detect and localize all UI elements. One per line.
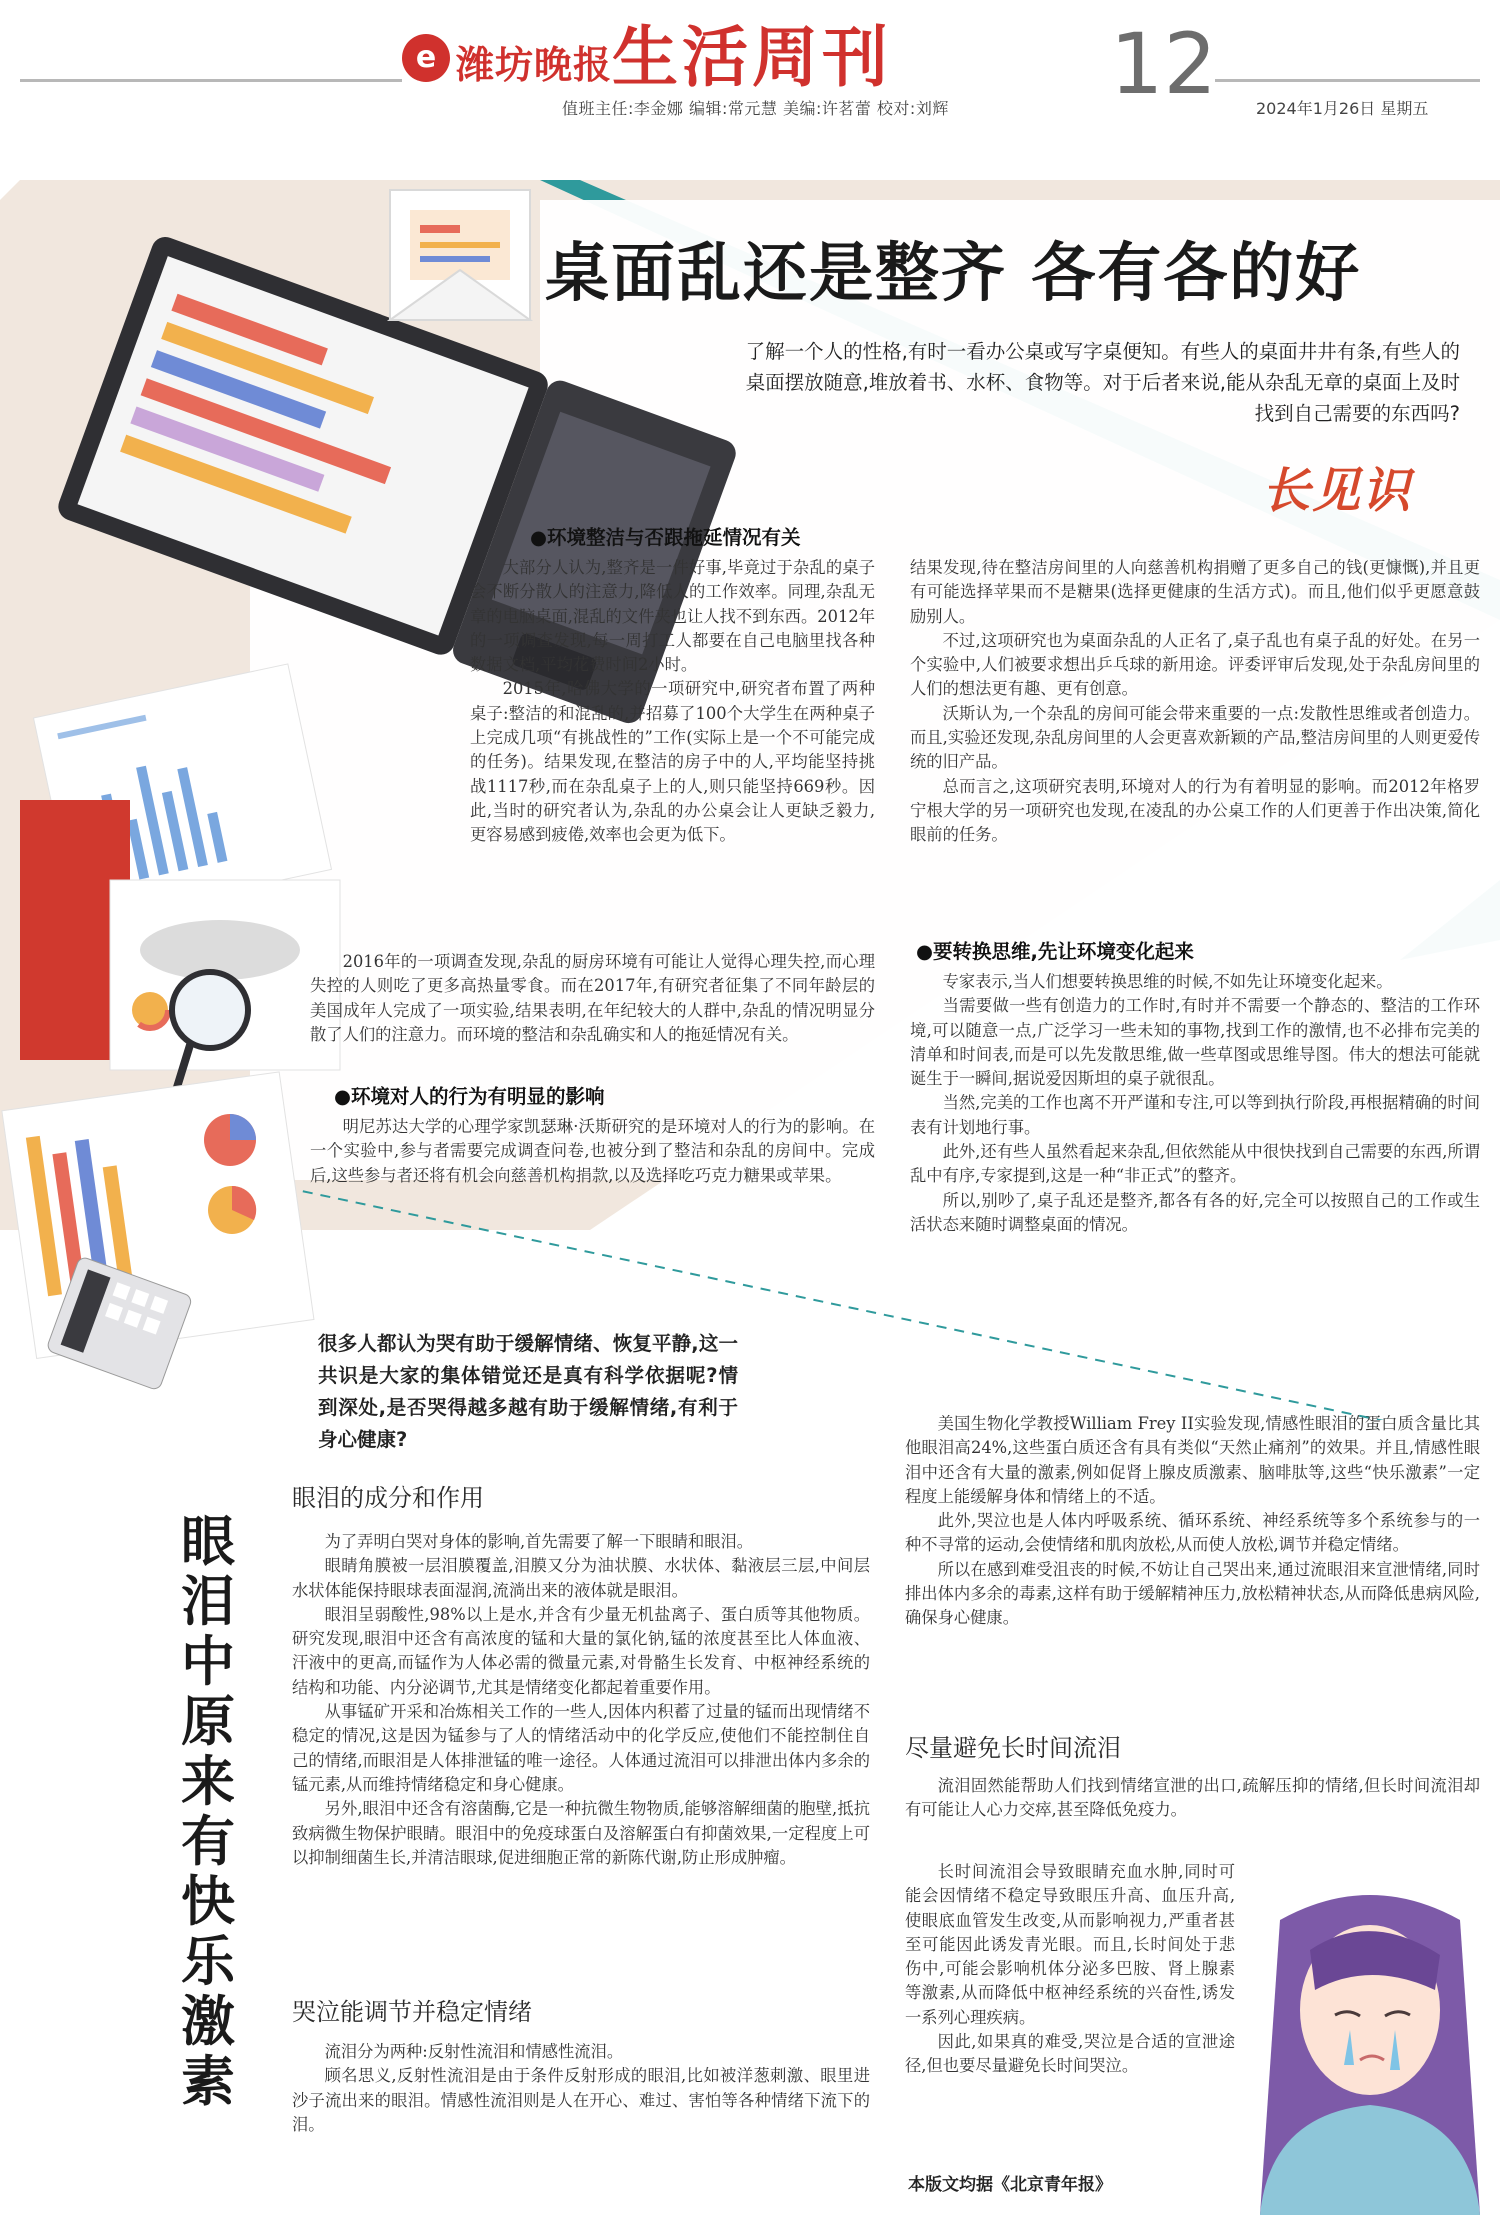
paragraph: 当需要做一些有创造力的工作时,有时并不需要一个静态的、整洁的工作环境,可以随意一点,广泛学习一些未知的事物,找到工作的激情,也不必排布完美的清单和时间表,而是可以先发散思维,做一些草图或思维导图。伟大的想法可能就诞生于一瞬间,据说爱因斯坦的桌子就很乱。 <box>910 996 1480 1089</box>
section-title: 生活周刊 <box>612 18 892 96</box>
paragraph: 所以,别吵了,桌子乱还是整齐,都各有各的好,完全可以按照自己的工作或生活状态来随时调整桌面的情况。 <box>910 1190 1480 1234</box>
paragraph: 流泪分为两种:反射性流泪和情感性流泪。 <box>324 2042 624 2061</box>
article1-intro: 了解一个人的性格,有时一看办公桌或写字桌便知。有些人的桌面井井有条,有些人的桌面摆放随意,堆放着书、水杯、食物等。对于后者来说,能从杂乱无章的桌面上及时找到自己需要的东西吗? <box>745 340 1460 425</box>
paragraph: 流泪固然能帮助人们找到情绪宣泄的出口,疏解压抑的情绪,但长时间流泪却有可能让人心力交瘁,甚至降低免疫力。 <box>905 1776 1480 1820</box>
paragraph: 顾名思义,反射性流泪是由于条件反射形成的眼泪,比如被洋葱刺激、眼里进沙子流出来的眼泪。情感性流泪则是人在开心、难过、害怕等各种情绪下流下的泪。 <box>292 2066 870 2134</box>
article1-column1-top <box>470 556 875 848</box>
paragraph: 为了弄明白哭对身体的影响,首先需要了解一下眼睛和眼泪。 <box>324 1532 754 1551</box>
article2-column2-bottom <box>905 1774 1480 1823</box>
masthead-rule-right <box>1215 79 1480 82</box>
paragraph: 专家表示,当人们想要转换思维的时候,不如先让环境变化起来。 <box>942 972 1393 991</box>
paragraph: 眼睛角膜被一层泪膜覆盖,泪膜又分为油状膜、水状体、黏液层三层,中间层水状体能保持眼球表面湿润,流淌出来的液体就是眼泪。 <box>292 1556 870 1600</box>
article1-subhead-2: ●环境对人的行为有明显的影响 <box>334 1085 605 1108</box>
paragraph: 因此,如果真的难受,哭泣是合适的宣泄途径,但也要尽量避免长时间哭泣。 <box>905 2032 1235 2076</box>
article2-column1 <box>292 1530 870 1870</box>
column-brand-logo: 长见识 <box>1262 463 1413 519</box>
paragraph: 长时间流泪会导致眼睛充血水肿,同时可能会因情绪不稳定导致眼压升高、血压升高,使眼底血管发生改变,从而影响视力,严重者甚至可能因此诱发青光眼。而且,长时间处于悲伤中,可能会影响机体分泌多巴胺、肾上腺素等激素,从而降低中枢神经系统的兴奋性,诱发一系列心理疾病。 <box>905 1862 1235 2027</box>
paragraph: 从事锰矿开采和冶炼相关工作的一些人,因体内积蓄了过量的锰而出现情绪不稳定的情况,这是因为锰参与了人的情绪活动中的化学反应,使他们不能控制住自己的情绪,而眼泪是人体排泄锰的唯一途径。人体通过流泪可以排泄出体内多余的锰元素,从而维持情绪稳定和身心健康。 <box>292 1702 870 1794</box>
article1-column1-middle <box>310 950 875 1047</box>
newspaper-logo-icon: e <box>402 34 450 82</box>
paragraph: 当然,完美的工作也离不开严谨和专注,可以等到执行阶段,再根据精确的时间表有计划地行事。 <box>910 1093 1480 1137</box>
article2-column1-bottom <box>292 2040 870 2137</box>
article2-column2-narrow <box>905 1860 1235 2079</box>
newspaper-name: 潍坊晚报 <box>456 43 613 87</box>
source-credit: 本版文均据《北京青年报》 <box>908 2175 1112 2195</box>
article2-headline: 眼泪中原来有快乐激素 <box>181 1510 235 2113</box>
article1-subhead-3: ●要转换思维,先让环境变化起来 <box>916 940 1194 963</box>
paragraph: 此外,哭泣也是人体内呼吸系统、循环系统、神经系统等多个系统参与的一种不寻常的运动,会使情绪和肌肉放松,从而使人放松,调节并稳定情绪。 <box>905 1511 1480 1555</box>
envelope-icon <box>390 190 530 320</box>
article2-section-title-3: 尽量避免长时间流泪 <box>905 1734 1121 1762</box>
article1-column2-top <box>910 556 1480 848</box>
issue-date: 2024年1月26日 星期五 <box>1256 99 1429 118</box>
crying-girl-illustration <box>1240 1880 1500 2215</box>
paragraph: 大部分人认为,整齐是一件好事,毕竟过于杂乱的桌子会不断分散人的注意力,降低人的工作效率。同理,杂乱无章的电脑桌面,混乱的文件夹也让人找不到东西。2012年的一项调查发现,每一周打工人都要在自己电脑里找各种数据文档,平均花费时间2小时。 <box>470 558 875 675</box>
article2-column2 <box>905 1412 1480 1631</box>
article2-section-title-2: 哭泣能调节并稳定情绪 <box>292 1998 532 2026</box>
paragraph: 总而言之,这项研究表明,环境对人的行为有着明显的影响。而2012年格罗宁根大学的另一项研究也发现,在凌乱的办公桌工作的人们更善于作出决策,简化眼前的任务。 <box>910 776 1480 845</box>
article1-column1-bottom <box>310 1115 875 1188</box>
article1-subhead-1: ●环境整洁与否跟拖延情况有关 <box>530 526 801 549</box>
paragraph: 所以在感到难受沮丧的时候,不妨让自己哭出来,通过流眼泪来宣泄情绪,同时排出体内多余的毒素,这样有助于缓解精神压力,放松精神状态,从而降低患病风险,确保身心健康。 <box>905 1559 1480 1628</box>
paragraph: 另外,眼泪中还含有溶菌酶,它是一种抗微生物物质,能够溶解细菌的胞壁,抵抗致病微生物保护眼睛。眼泪中的免疫球蛋白及溶解蛋白有抑菌效果,一定程度上可以抑制细菌生长,并清洁眼球,促进细胞正常的新陈代谢,防止形成肿瘤。 <box>292 1799 870 1867</box>
paragraph: 美国生物化学教授William Frey II实验发现,情感性眼泪的蛋白质含量比其他眼泪高24%,这些蛋白质还含有具有类似“天然止痛剂”的效果。并且,情感性眼泪中还含有大量的激素,例如促肾上腺皮质激素、脑啡肽等,这些“快乐激素”一定程度上能缓解身体和情绪上的不适。 <box>905 1414 1480 1506</box>
paragraph: 2015年,哈佛大学的一项研究中,研究者布置了两种桌子:整洁的和混乱的,并招募了100个大学生在两种桌子上完成几项“有挑战性的”工作(实际上是一个不可能完成的任务)。结果发现,在整洁的房子中的人,平均能坚持挑战1117秒,而在杂乱桌子上的人,则只能坚持669秒。因此,当时的研究者认为,杂乱的办公桌会让人更缺乏毅力,更容易感到疲倦,效率也会更为低下。 <box>470 679 875 845</box>
masthead-rule-left <box>20 79 402 82</box>
article1-column2-bottom <box>910 970 1480 1237</box>
staff-credits: 值班主任:李金娜 编辑:常元慧 美编:许茗蕾 校对:刘辉 <box>562 99 949 118</box>
article2-section-title-1: 眼泪的成分和作用 <box>292 1484 484 1512</box>
paragraph: 结果发现,待在整洁房间里的人向慈善机构捐赠了更多自己的钱(更慷慨),并且更有可能选择苹果而不是糖果(选择更健康的生活方式)。而且,他们似乎更愿意鼓励别人。 <box>910 558 1480 626</box>
paragraph: 此外,还有些人虽然看起来杂乱,但依然能从中很快找到自己需要的东西,所谓乱中有序,专家提到,这是一种“非正式”的整齐。 <box>910 1142 1480 1186</box>
article2-intro: 很多人都认为哭有助于缓解情绪、恢复平静,这一共识是大家的集体错觉还是真有科学依据呢?情到深处,是否哭得越多越有助于缓解情绪,有利于身心健康? <box>318 1332 738 1451</box>
article1-headline: 桌面乱还是整齐 各有各的好 <box>545 237 1362 311</box>
paragraph: 眼泪呈弱酸性,98%以上是水,并含有少量无机盐离子、蛋白质等其他物质。研究发现,眼泪中还含有高浓度的锰和大量的氯化钠,锰的浓度甚至比人体血液、汗液中的更高,而锰作为人体必需的微量元素,对骨骼生长发育、中枢神经系统的结构和功能、内分泌调节,尤其是情绪变化都起着重要作用。 <box>292 1604 870 1697</box>
paragraph: 不过,这项研究也为桌面杂乱的人正名了,桌子乱也有桌子乱的好处。在另一个实验中,人们被要求想出乒乓球的新用途。评委评审后发现,处于杂乱房间里的人们的想法更有趣、更有创意。 <box>910 630 1480 699</box>
paragraph: 2016年的一项调查发现,杂乱的厨房环境有可能让人觉得心理失控,而心理失控的人则吃了更多高热量零食。而在2017年,有研究者征集了不同年龄层的美国成年人完成了一项实验,结果表明,在年纪较大的人群中,杂乱的情况明显分散了人们的注意力。而环境的整洁和杂乱确实和人的拖延情况有关。 <box>310 952 875 1044</box>
page-number: 12 <box>1110 15 1217 113</box>
paragraph: 明尼苏达大学的心理学家凯瑟琳·沃斯研究的是环境对人的行为的影响。在一个实验中,参与者需要完成调查问卷,也被分到了整洁和杂乱的房间中。完成后,这些参与者还将有机会向慈善机构捐款,以及选择吃巧克力糖果或苹果。 <box>310 1117 875 1185</box>
paragraph: 沃斯认为,一个杂乱的房间可能会带来重要的一点:发散性思维或者创造力。而且,实验还发现,杂乱房间里的人会更喜欢新颖的产品,整洁房间里的人则更爱传统的旧产品。 <box>910 703 1480 772</box>
